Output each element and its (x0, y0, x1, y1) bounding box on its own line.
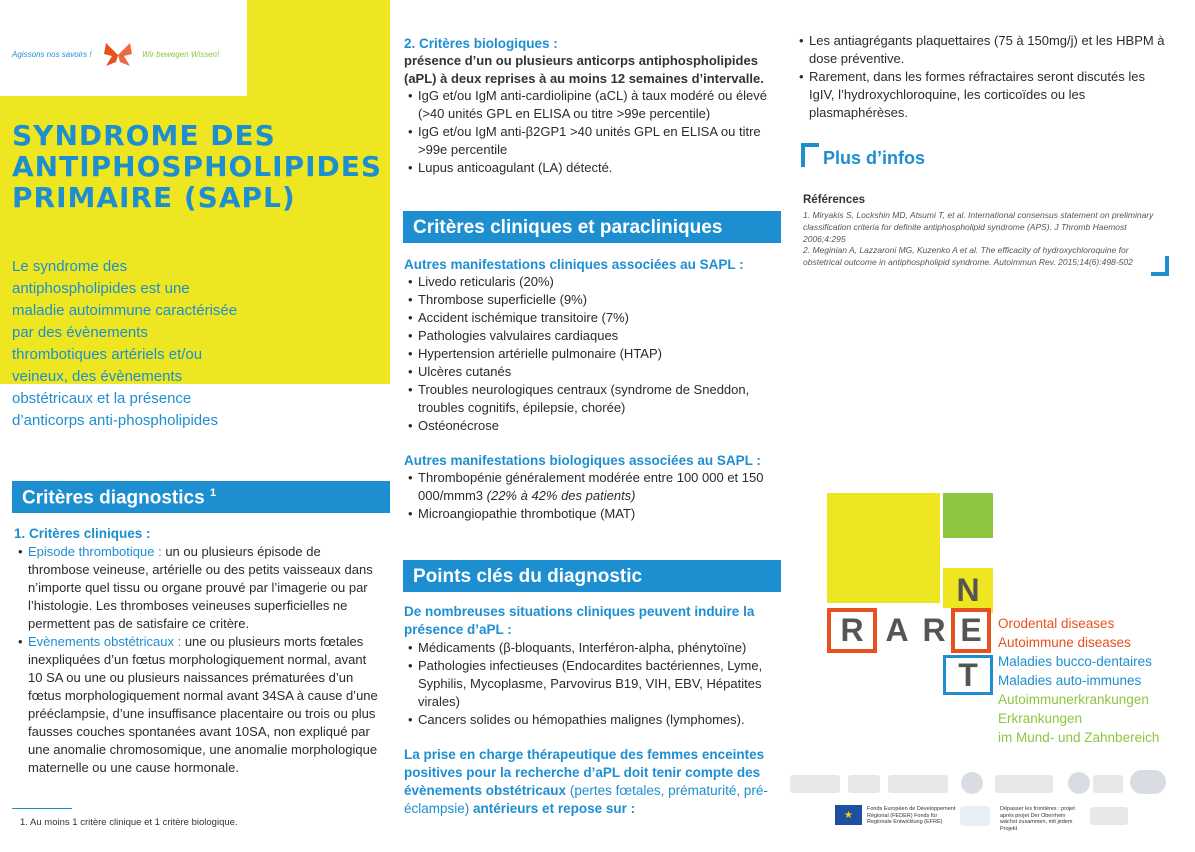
section-points-cles-header: Points clés du diagnostic (403, 560, 781, 592)
list-item: • Lupus anticoagulant (LA) détecté. (418, 159, 776, 177)
list-item: • Pathologies infectieuses (Endocardites bactériennes, Lyme, Syphilis, Mycoplasme, Parvovirus B19, VIH, EBV, Hépatites virales) (418, 657, 776, 711)
partner-logo (1090, 807, 1128, 825)
partner-logo (1130, 770, 1166, 794)
partner-logo (848, 775, 880, 793)
clinical-manifestations-heading: Autres manifestations cliniques associées au SAPL : (404, 257, 744, 272)
list-item: • Evènements obstétricaux : une ou plusieurs morts fœtales inexpliquées d’un fœtus morphologiquement normal, avant 10 SA ou une ou plusieurs naissances prématurées d’un fœtus morphologiquement normal avant 34SA à cause d’une prééclampsie, d’une insuffisance placentaire ou trois ou plus fausses couches spontanées avant 10SA, non expliqué par une anomalie chromosomique, une anomalie morphologique maternelle ou une cause hormonale. (28, 633, 384, 777)
butterfly-icon (102, 40, 134, 70)
corner-bracket-bottom-icon (1151, 256, 1169, 276)
list-item: • Accident ischémique transitoire (7%) (418, 309, 776, 327)
section-criteres-diagnostics-header: Critères diagnostics $^1$ (12, 481, 390, 513)
references-title: Références (803, 194, 866, 206)
list-item: • Ulcères cutanés (418, 363, 776, 381)
rarenet-letter-a: A (877, 608, 917, 653)
partner-logo (995, 775, 1053, 793)
list-item: • Troubles neurologiques centraux (syndrome de Sneddon, troubles cognitifs, épilepsie, chorée) (418, 381, 776, 417)
depasser-text: Dépasser les frontières : projet après projet Der Oberrhein wächst zusammen, mit jedem Projekt (1000, 806, 1075, 832)
biological-manifestations-heading: Autres manifestations biologiques associées au SAPL : (404, 453, 761, 468)
logo-text-de: Wir bewegen Wissen! (142, 50, 220, 59)
rarenet-labels (998, 614, 1159, 747)
partner-logo (1068, 772, 1090, 794)
partner-logo (790, 775, 840, 793)
list-item: • Thrombopénie généralement modérée entre 100 000 et 150 000/mmm3 (22% à 42% des patients) (418, 469, 776, 505)
list-item: • IgG et/ou IgM anti-β2GP1 >40 unités GPL en ELISA ou titre >99e percentile (418, 123, 776, 159)
interreg-logo (960, 806, 990, 826)
biological-criteria-heading: 2. Critères biologiques : (404, 36, 558, 51)
intro-text: Le syndrome des antiphospholipides est une maladie autoimmune caractérisée par des évènements thrombotiques artériels et/ou veineux, des évènements obstétricaux et la présence d’anticorps anti-phospholipides (12, 258, 238, 429)
rarenet-yellow-block (827, 493, 940, 603)
rarenet-label: Orodental diseases (998, 616, 1115, 631)
list-item: • Livedo reticularis (20%) (418, 273, 776, 291)
prise-en-charge-text: La prise en charge thérapeutique des femmes enceintes positives pour la recherche d’aPL doit tenir compte des évènements obstétricaux (pertes fœtales, prématurité, pré-éclampsie) antérieurs et repose sur : (404, 747, 768, 816)
list-item: • Episode thrombotique : un ou plusieurs épisode de thrombose veineuse, artérielle ou des petits vaisseaux dans n’importe quel tissu ou organe prouvé par l’imagerie ou par l’histologie. Les thromboses veineuses superficielles ne permettent pas de satisfaire ce critère. (28, 543, 384, 633)
rarenet-label: Maladies auto-immunes (998, 673, 1142, 688)
biological-criteria-intro: présence d’un ou plusieurs anticorps antiphospholipides (aPL) à deux reprises à au moins 12 semaines d’intervalle. (404, 53, 764, 86)
rarenet-label: Autoimmunerkrankungen (998, 692, 1149, 707)
partner-logo (961, 772, 983, 794)
list-item: • Médicaments (β-bloquants, Interféron-alpha, phénytoïne) (418, 639, 776, 657)
rarenet-label: Maladies bucco-dentaires (998, 654, 1152, 669)
rarenet-letter-n: N (943, 568, 993, 613)
points-cles-subheading: De nombreuses situations cliniques peuvent induire la présence d’aPL : (404, 604, 755, 637)
rarenet-letter-t: T (943, 655, 993, 695)
rarenet-letter-r2: R (917, 608, 951, 653)
logo-text-fr: Agissons nos savoirs ! (12, 50, 92, 59)
clinical-criteria-list (14, 543, 384, 777)
list-item: • Rarement, dans les formes réfractaires seront discutés les IgIV, l’hydroxychloroquine, les corticoïdes ou les plasmaphérèses. (809, 68, 1170, 122)
eu-flag-icon: ★ (835, 805, 862, 825)
rarenet-letter-e1: E (951, 608, 991, 653)
corner-bracket-top-icon (801, 143, 819, 167)
points-cles-list (404, 639, 776, 729)
list-item: • Ostéonécrose (418, 417, 776, 435)
biological-criteria-list (404, 87, 776, 177)
rarenet-label: Erkrankungen (998, 711, 1083, 726)
treatment-list (795, 32, 1170, 122)
rarenet-letter-r1: R (827, 608, 877, 653)
rarenet-green-block (943, 493, 993, 538)
partner-logo (888, 775, 948, 793)
rarenet-label: im Mund- und Zahnbereich (998, 730, 1160, 745)
clinical-manifestations-list (404, 273, 776, 435)
reference-2: 2. Meginian A, Lazzaroni MG, Kuzenko A et al. The efficacity of hydroxychloroquine for obstetrical outcome in antiphospholipid syndrome. Autoimmun Rev. 2015;14(6):498-502 (803, 245, 1133, 267)
header-logo (12, 38, 232, 70)
reference-1: 1. Miryakis S, Lockshin MD, Atsumi T, et al. International consensus statement on preliminary classification criteria for definite antiphospholipid syndrome (APS). J Thromb Haemost 2006;4:295 (803, 210, 1154, 244)
biological-manifestations-list (404, 469, 776, 523)
plus-infos-heading: Plus d’infos (823, 148, 926, 168)
footnote-divider (12, 808, 72, 809)
list-item: • IgG et/ou IgM anti-cardiolipine (aCL) à taux modéré ou élevé (>40 unités GPL en ELISA ou titre >99e percentile) (418, 87, 776, 123)
list-item: • Cancers solides ou hémopathies malignes (lymphomes). (418, 711, 776, 729)
list-item: • Pathologies valvulaires cardiaques (418, 327, 776, 345)
list-item: • Les antiagrégants plaquettaires (75 à 150mg/j) et les HBPM à dose préventive. (809, 32, 1170, 68)
footnote: 1. Au moins 1 critère clinique et 1 critère biologique. (20, 817, 238, 828)
clinical-criteria-heading: 1. Critères cliniques : (14, 526, 151, 541)
partner-logo (1093, 775, 1123, 793)
list-item: • Microangiopathie thrombotique (MAT) (418, 505, 776, 523)
list-item: • Thrombose superficielle (9%) (418, 291, 776, 309)
list-item: • Hypertension artérielle pulmonaire (HTAP) (418, 345, 776, 363)
page-title: SYNDROME DES ANTIPHOSPHOLIPIDES PRIMAIRE (SAPL) (12, 119, 383, 214)
feder-text: Fonds Européen de Développement Régional (FEDER) Fonds für Regionale Entwicklung (EFRE) (867, 806, 956, 825)
rarenet-label: Autoimmune diseases (998, 635, 1131, 650)
section-criteres-cliniques-header: Critères cliniques et paracliniques (403, 211, 781, 243)
